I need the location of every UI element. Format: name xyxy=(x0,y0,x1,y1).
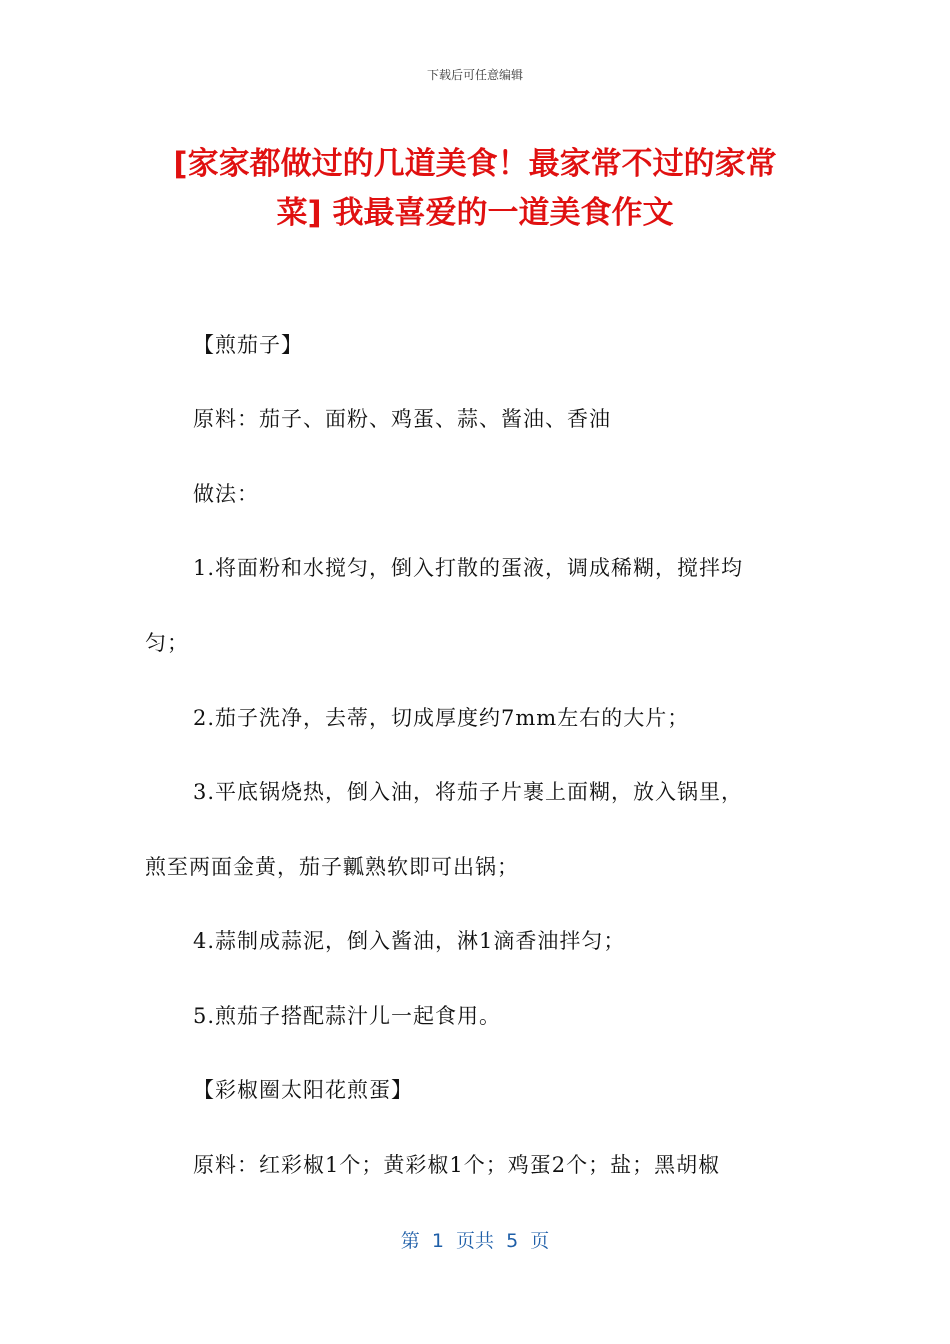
page-number-footer: 第 1 页共 5 页 xyxy=(400,1230,550,1252)
header-note: 下载后可任意编辑 xyxy=(426,68,523,82)
step-3-line-1: 3.平底锅烧热，倒入油，将茄子片裹上面糊，放入锅里， xyxy=(193,780,744,804)
section-heading-fried-eggplant: 【煎茄子】 xyxy=(193,333,303,357)
step-1-line-2: 匀； xyxy=(145,631,189,655)
document-title xyxy=(145,140,805,238)
step-3-line-2: 煎至两面金黄，茄子瓤熟软即可出锅； xyxy=(145,855,519,879)
title-line-2: 菜] 我最喜爱的一道美食作文 xyxy=(276,195,674,231)
method-label: 做法： xyxy=(193,482,259,506)
ingredients-line-2: 原料：红彩椒1个；黄彩椒1个；鸡蛋2个；盐；黑胡椒 xyxy=(193,1153,721,1177)
step-4: 4.蒜制成蒜泥，倒入酱油，淋1滴香油拌匀； xyxy=(193,929,626,953)
step-5: 5.煎茄子搭配蒜汁儿一起食用。 xyxy=(193,1004,502,1028)
step-1-line-1: 1.将面粉和水搅匀，倒入打散的蛋液，调成稀糊，搅拌均 xyxy=(193,556,744,580)
section-heading-pepper-egg: 【彩椒圈太阳花煎蛋】 xyxy=(193,1078,413,1102)
ingredients-line: 原料：茄子、面粉、鸡蛋、蒜、酱油、香油 xyxy=(193,407,611,431)
step-2: 2.茄子洗净，去蒂，切成厚度约7mm左右的大片； xyxy=(193,706,690,730)
title-line-1: [家家都做过的几道美食！最家常不过的家常 xyxy=(173,146,777,182)
